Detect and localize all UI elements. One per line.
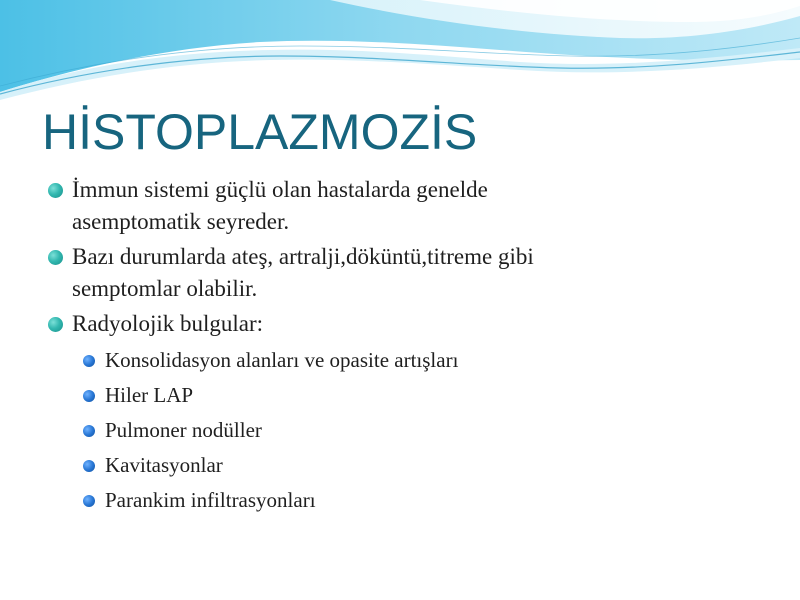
bullet-text: Bazı durumlarda ateş, artralji,döküntü,titreme gibi (72, 244, 534, 269)
sub-bullet-text: Parankim infiltrasyonları (105, 488, 316, 512)
bullet-icon (48, 317, 63, 332)
sub-bullet-icon (83, 355, 95, 367)
bullet-item (46, 174, 766, 238)
sub-bullet-text: Kavitasyonlar (105, 453, 223, 477)
sub-bullet-text: Pulmoner nodüller (105, 418, 262, 442)
bullet-text-continuation: asemptomatik seyreder. (72, 209, 290, 234)
slide-title: HİSTOPLAZMOZİS (42, 104, 478, 160)
bullet-text: Radyolojik bulgular: (72, 311, 264, 336)
bullet-text: İmmun sistemi güçlü olan hastalarda genelde (72, 177, 488, 202)
sub-bullet-item (78, 343, 766, 378)
header-wave-decoration (0, 0, 800, 100)
bullet-icon (48, 250, 63, 265)
sub-bullet-item (78, 448, 766, 483)
bullet-icon (48, 183, 63, 198)
sub-bullet-list (46, 343, 766, 518)
sub-bullet-icon (83, 460, 95, 472)
sub-bullet-icon (83, 425, 95, 437)
sub-bullet-item (78, 483, 766, 518)
sub-bullet-text: Hiler LAP (105, 383, 194, 407)
sub-bullet-icon (83, 390, 95, 402)
bullet-item (46, 308, 766, 340)
sub-bullet-item (78, 413, 766, 448)
bullet-text-continuation: semptomlar olabilir. (72, 276, 258, 301)
sub-bullet-text: Konsolidasyon alanları ve opasite artışları (105, 348, 459, 372)
sub-bullet-item (78, 378, 766, 413)
bullet-list (46, 174, 766, 518)
bullet-item (46, 241, 766, 305)
sub-bullet-icon (83, 495, 95, 507)
